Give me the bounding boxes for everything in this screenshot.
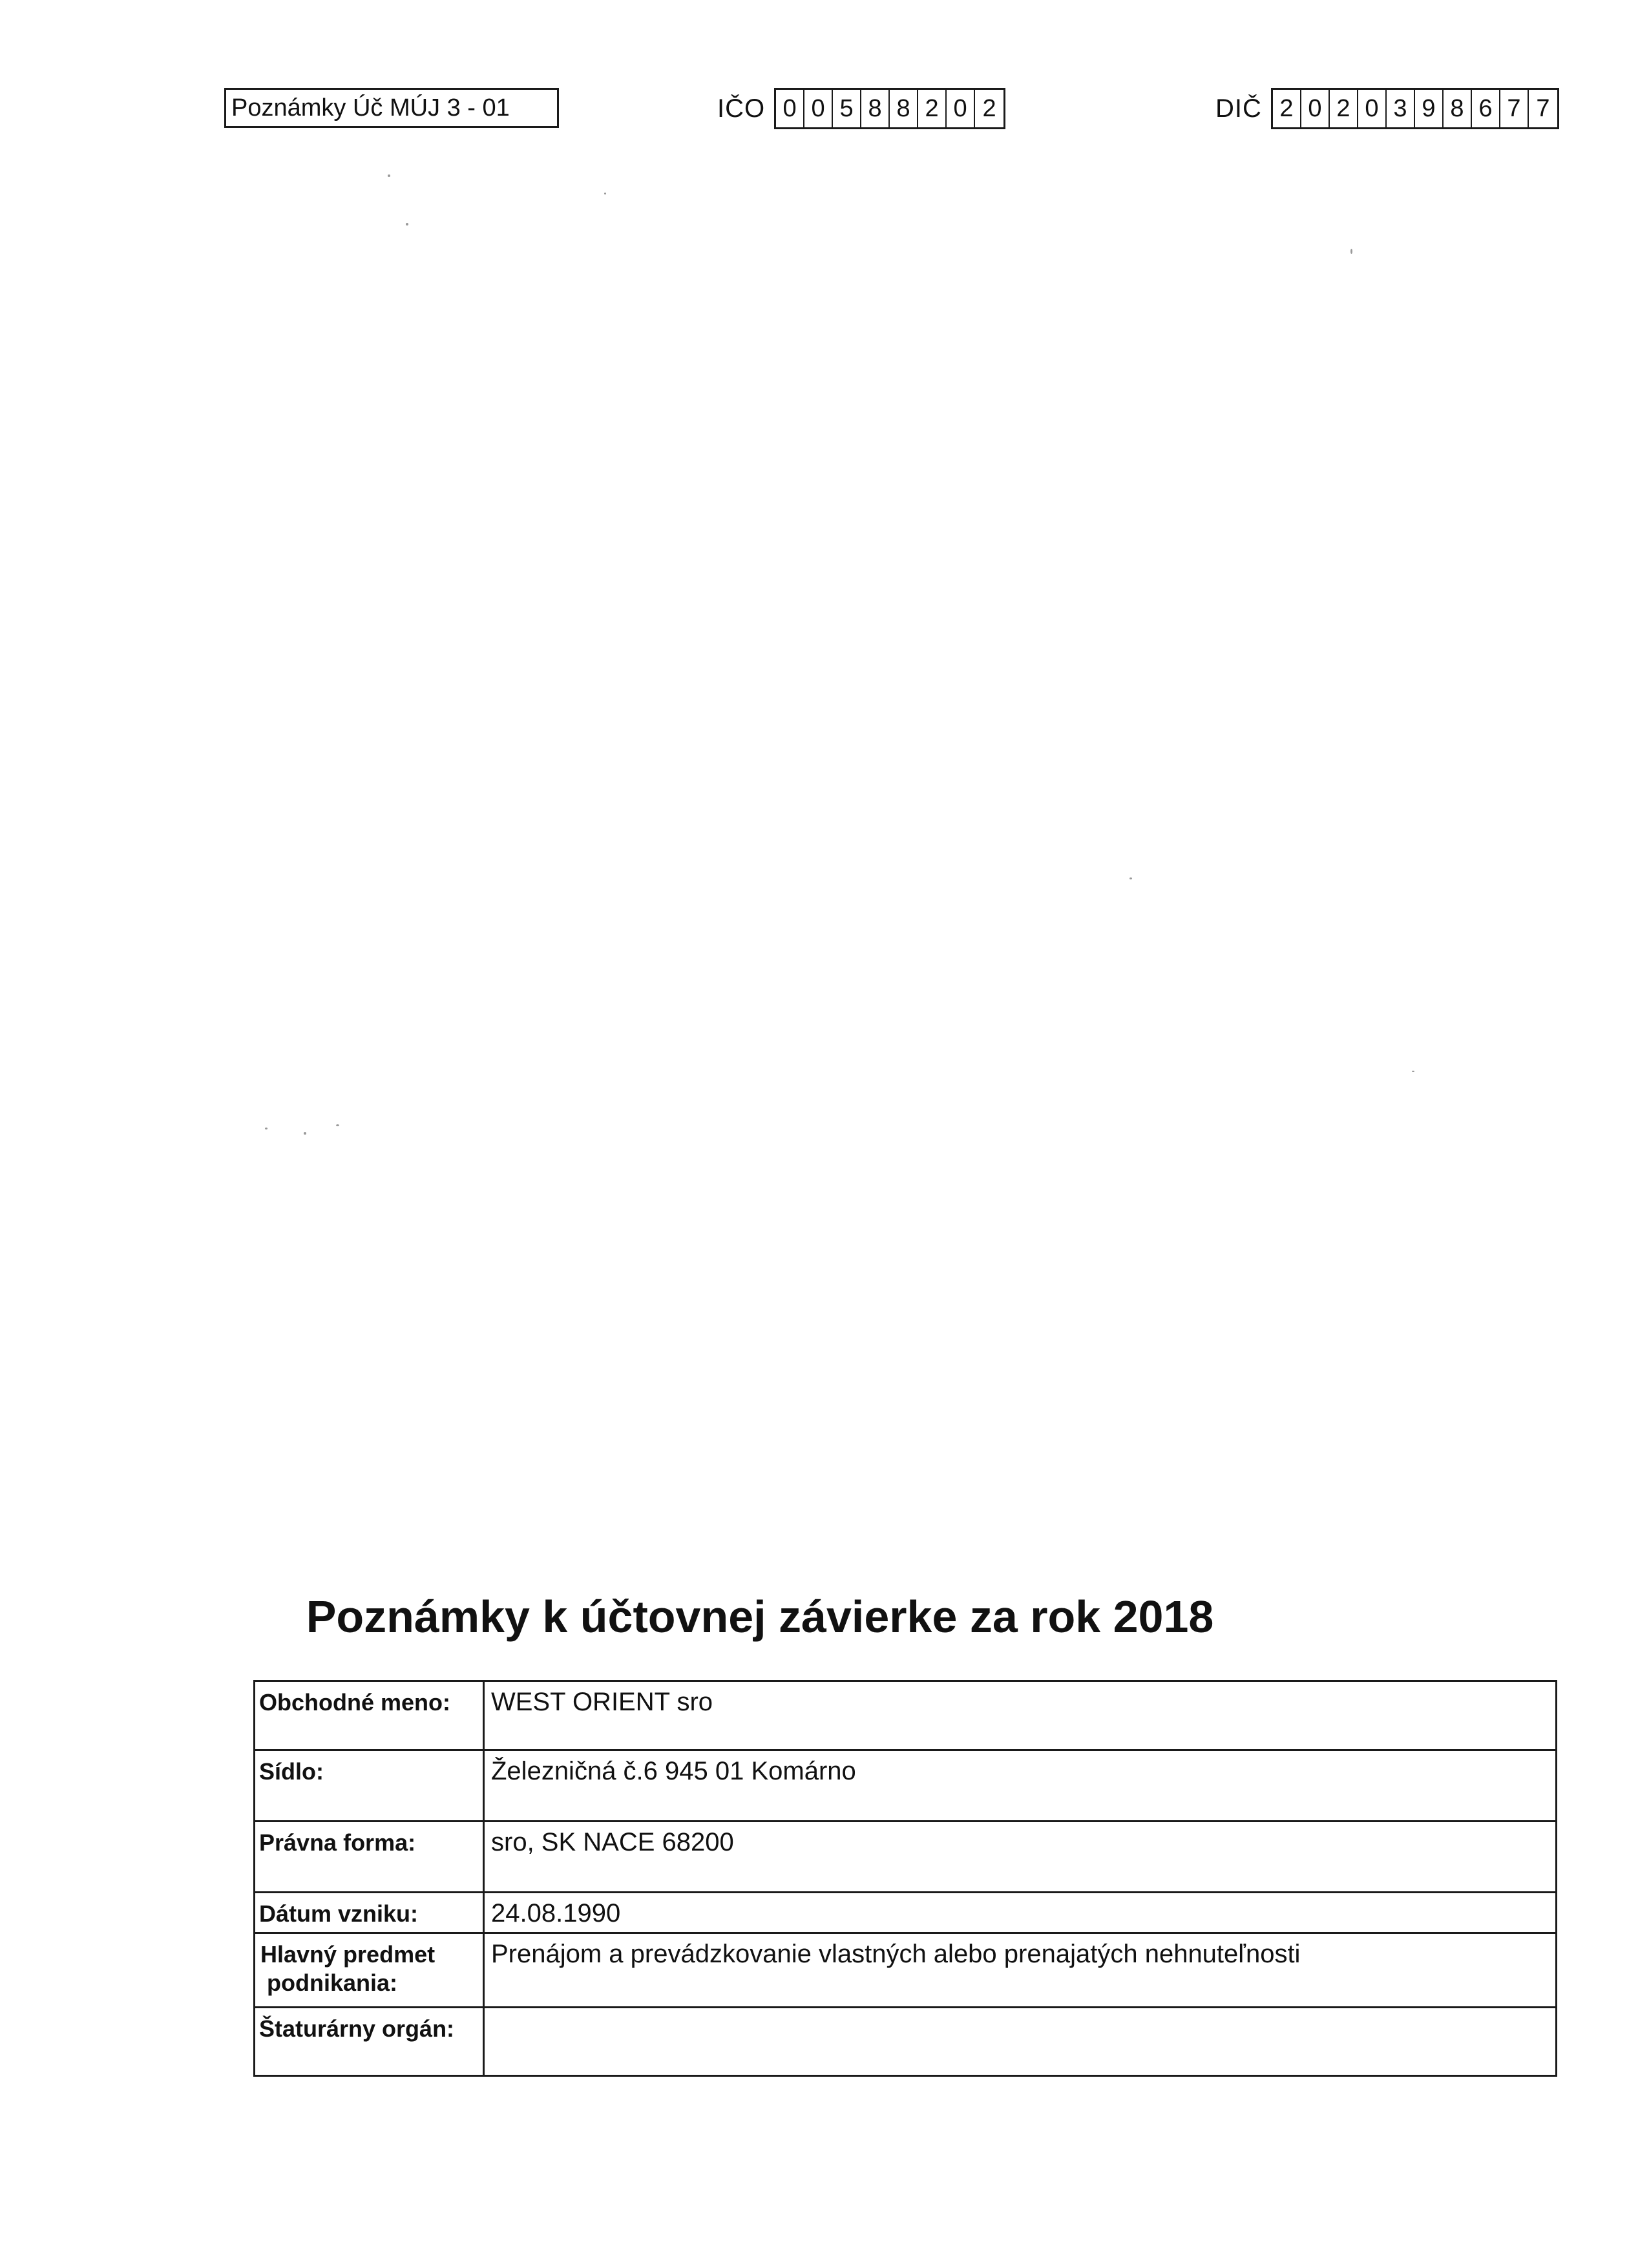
- business-label-line1: Hlavný predmet: [260, 1941, 436, 1968]
- scan-speck: [1129, 877, 1132, 879]
- dic-digit: 0: [1301, 90, 1330, 127]
- scan-speck: [336, 1124, 339, 1126]
- form-code-text: Poznámky Úč MÚJ 3 - 01: [231, 94, 510, 121]
- name-value: WEST ORIENT sro: [491, 1688, 713, 1716]
- business-label: [255, 1934, 485, 2006]
- scan-speck: [1350, 249, 1352, 254]
- company-info-table: [253, 1680, 1557, 2077]
- dic-digit: 7: [1536, 95, 1550, 122]
- name-label: Obchodné meno:: [255, 1682, 485, 1749]
- ico-field: [717, 88, 1005, 129]
- ico-digit: 8: [861, 90, 890, 127]
- dic-digit: 3: [1387, 90, 1415, 127]
- table-row: [255, 1682, 1555, 1751]
- ico-digit-boxes: [774, 88, 1005, 129]
- dic-digit: 0: [1358, 90, 1387, 127]
- page-title: Poznámky k účtovnej závierke za rok 2018: [306, 1591, 1214, 1642]
- ico-digit: 0: [776, 90, 804, 127]
- table-row: [255, 1934, 1555, 2008]
- table-row: [255, 1751, 1555, 1822]
- founded-value: 24.08.1990: [491, 1899, 621, 1927]
- seat-value: Železničná č.6 945 01 Komárno: [491, 1757, 856, 1785]
- ico-digit: 8: [890, 90, 918, 127]
- dic-digit: 7: [1500, 90, 1529, 127]
- business-value: Prenájom a prevádzkovanie vlastných alebo prenajatých nehnuteľnosti: [491, 1940, 1301, 1968]
- dic-digit-boxes: [1271, 88, 1559, 129]
- dic-field: [1215, 88, 1559, 129]
- ico-label: IČO: [717, 94, 766, 123]
- ico-digit: 0: [804, 90, 833, 127]
- legal-form-label: Právna forma:: [255, 1822, 485, 1891]
- dic-digit: 2: [1330, 90, 1358, 127]
- scan-speck: [1412, 1071, 1414, 1072]
- dic-digit: 6: [1472, 90, 1500, 127]
- table-row: [255, 2008, 1555, 2075]
- dic-label: DIČ: [1215, 94, 1262, 123]
- table-row: [255, 1822, 1555, 1893]
- scan-speck: [406, 223, 408, 226]
- dic-digit: 9: [1415, 90, 1444, 127]
- ico-digit: 5: [833, 90, 861, 127]
- ico-digit: 2: [918, 90, 947, 127]
- statutory-value: [485, 2008, 1555, 2075]
- scan-speck: [304, 1132, 306, 1135]
- business-label-line2: podnikania:: [267, 1969, 398, 1996]
- founded-label: Dátum vzniku:: [255, 1893, 485, 1932]
- scan-speck: [265, 1128, 268, 1129]
- seat-label: Sídlo:: [255, 1751, 485, 1820]
- table-row: [255, 1893, 1555, 1934]
- ico-digit: 2: [982, 95, 996, 122]
- statutory-label: Štaturárny orgán:: [255, 2008, 485, 2075]
- legal-form-value: sro, SK NACE 68200: [491, 1828, 734, 1856]
- scan-speck: [604, 193, 606, 194]
- scan-speck: [388, 174, 390, 177]
- form-code-box: [224, 88, 559, 128]
- dic-digit: 8: [1444, 90, 1472, 127]
- dic-digit: 2: [1273, 90, 1301, 127]
- ico-digit: 0: [947, 90, 975, 127]
